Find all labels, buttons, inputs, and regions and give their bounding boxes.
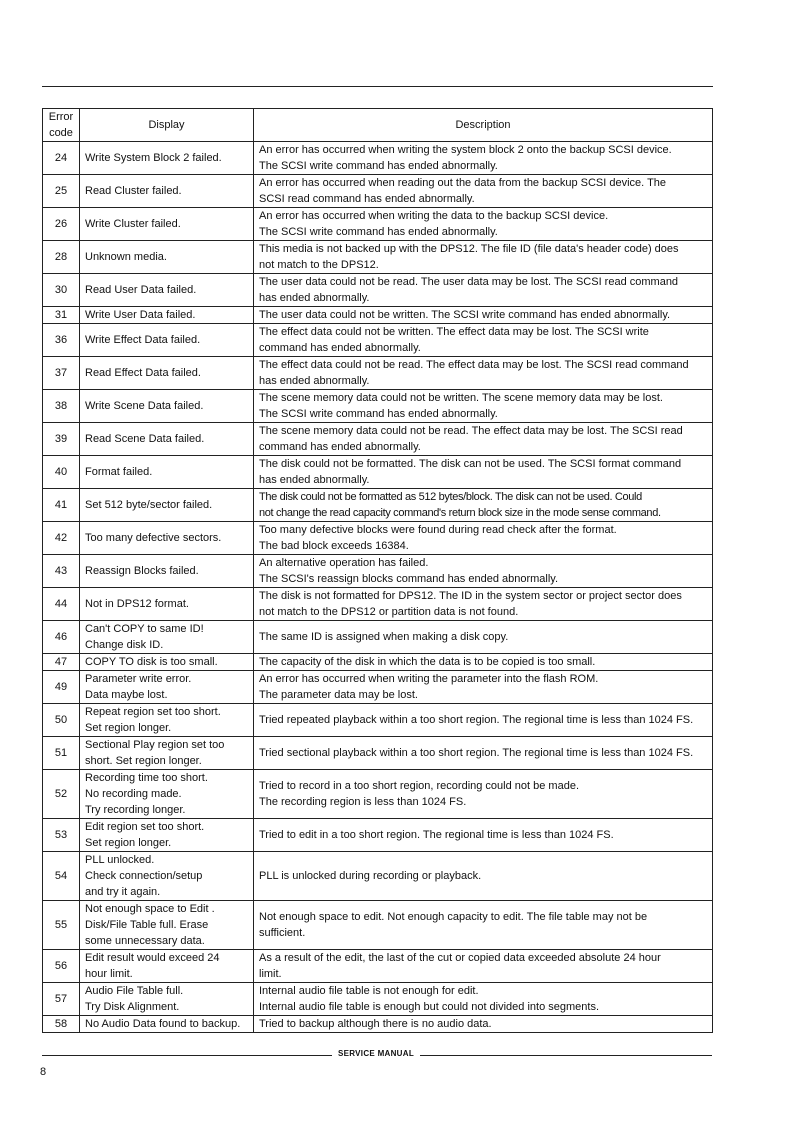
error-code-cell: 44	[43, 588, 80, 621]
display-cell: Audio File Table full. Try Disk Alignment.	[80, 983, 254, 1016]
error-code-cell: 37	[43, 357, 80, 390]
display-cell: PLL unlocked. Check connection/setup and try it again.	[80, 852, 254, 901]
display-cell: Write Cluster failed.	[80, 208, 254, 241]
display-cell: Read Effect Data failed.	[80, 357, 254, 390]
error-code-header: Error code	[43, 109, 80, 142]
table-row	[43, 357, 713, 390]
description-cell: An error has occurred when writing the data to the backup SCSI device. The SCSI write command has ended abnormally.	[254, 208, 713, 241]
description-cell: The disk could not be formatted. The disk can not be used. The SCSI format command has ended abnormally.	[254, 456, 713, 489]
display-cell: Repeat region set too short. Set region longer.	[80, 704, 254, 737]
description-cell: An error has occurred when writing the system block 2 onto the backup SCSI device. The SCSI write command has ended abnormally.	[254, 142, 713, 175]
description-cell: This media is not backed up with the DPS12. The file ID (file data's header code) does not match to the DPS12.	[254, 241, 713, 274]
error-code-cell: 39	[43, 423, 80, 456]
error-code-cell: 53	[43, 819, 80, 852]
table-row	[43, 950, 713, 983]
description-cell: An alternative operation has failed. The SCSI's reassign blocks command has ended abnormally.	[254, 555, 713, 588]
display-cell: Not in DPS12 format.	[80, 588, 254, 621]
error-code-cell: 47	[43, 654, 80, 671]
table-header-row	[43, 109, 713, 142]
table-row	[43, 737, 713, 770]
error-code-cell: 58	[43, 1016, 80, 1033]
table-row	[43, 654, 713, 671]
description-cell: The user data could not be written. The SCSI write command has ended abnormally.	[254, 307, 713, 324]
description-cell: Not enough space to edit. Not enough capacity to edit. The file table may not be sufficient.	[254, 901, 713, 950]
table-row	[43, 522, 713, 555]
display-cell: Write User Data failed.	[80, 307, 254, 324]
table-row	[43, 555, 713, 588]
description-cell: An error has occurred when reading out the data from the backup SCSI device. The SCSI read command has ended abnormally.	[254, 175, 713, 208]
description-cell: Too many defective blocks were found during read check after the format. The bad block exceeds 16384.	[254, 522, 713, 555]
error-code-cell: 55	[43, 901, 80, 950]
table-row	[43, 852, 713, 901]
display-cell: Read Cluster failed.	[80, 175, 254, 208]
table-row	[43, 621, 713, 654]
description-cell: As a result of the edit, the last of the cut or copied data exceeded absolute 24 hour limit.	[254, 950, 713, 983]
error-code-cell: 31	[43, 307, 80, 324]
table-row	[43, 175, 713, 208]
description-header: Description	[254, 109, 713, 142]
table-row	[43, 901, 713, 950]
description-cell: The same ID is assigned when making a disk copy.	[254, 621, 713, 654]
error-code-cell: 54	[43, 852, 80, 901]
table-row	[43, 819, 713, 852]
error-code-cell: 30	[43, 274, 80, 307]
description-cell: The user data could not be read. The user data may be lost. The SCSI read command has ended abnormally.	[254, 274, 713, 307]
description-cell: Tried sectional playback within a too short region. The regional time is less than 1024 FS.	[254, 737, 713, 770]
error-code-cell: 28	[43, 241, 80, 274]
description-cell: Tried to backup although there is no audio data.	[254, 1016, 713, 1033]
table-row	[43, 241, 713, 274]
error-code-cell: 42	[43, 522, 80, 555]
display-cell: Sectional Play region set too short. Set region longer.	[80, 737, 254, 770]
description-cell: PLL is unlocked during recording or playback.	[254, 852, 713, 901]
display-cell: Too many defective sectors.	[80, 522, 254, 555]
error-code-cell: 57	[43, 983, 80, 1016]
display-cell: Write Scene Data failed.	[80, 390, 254, 423]
error-code-cell: 24	[43, 142, 80, 175]
display-cell: Recording time too short. No recording made. Try recording longer.	[80, 770, 254, 819]
table-row	[43, 274, 713, 307]
display-cell: Set 512 byte/sector failed.	[80, 489, 254, 522]
table-row	[43, 456, 713, 489]
display-cell: Read User Data failed.	[80, 274, 254, 307]
footer-label: SERVICE MANUAL	[337, 1049, 415, 1058]
footer-rule-right	[420, 1055, 712, 1056]
description-cell: The capacity of the disk in which the data is to be copied is too small.	[254, 654, 713, 671]
table-row	[43, 307, 713, 324]
table-row	[43, 390, 713, 423]
description-cell: Tried to record in a too short region, recording could not be made. The recording region is less than 1024 FS.	[254, 770, 713, 819]
table-row	[43, 142, 713, 175]
description-cell: The effect data could not be read. The effect data may be lost. The SCSI read command has ended abnormally.	[254, 357, 713, 390]
display-cell: Can't COPY to same ID! Change disk ID.	[80, 621, 254, 654]
description-cell: Internal audio file table is not enough for edit. Internal audio file table is enough but could not divided into segments.	[254, 983, 713, 1016]
error-code-cell: 49	[43, 671, 80, 704]
display-cell: Write Effect Data failed.	[80, 324, 254, 357]
error-code-cell: 50	[43, 704, 80, 737]
display-cell: Not enough space to Edit . Disk/File Table full. Erase some unnecessary data.	[80, 901, 254, 950]
error-code-cell: 25	[43, 175, 80, 208]
error-code-cell: 51	[43, 737, 80, 770]
display-cell: COPY TO disk is too small.	[80, 654, 254, 671]
error-code-cell: 38	[43, 390, 80, 423]
display-header: Display	[80, 109, 254, 142]
display-cell: Edit region set too short. Set region longer.	[80, 819, 254, 852]
description-cell: Tried to edit in a too short region. The regional time is less than 1024 FS.	[254, 819, 713, 852]
table-row	[43, 489, 713, 522]
error-code-cell: 46	[43, 621, 80, 654]
table-row	[43, 671, 713, 704]
table-row	[43, 983, 713, 1016]
table-row	[43, 423, 713, 456]
error-code-cell: 36	[43, 324, 80, 357]
description-cell: The disk could not be formatted as 512 bytes/block. The disk can not be used. Could not change the read capacity command's return block size in the mode sense command.	[254, 489, 713, 522]
error-code-cell: 52	[43, 770, 80, 819]
description-cell: An error has occurred when writing the parameter into the flash ROM. The parameter data may be lost.	[254, 671, 713, 704]
error-code-cell: 40	[43, 456, 80, 489]
description-cell: The effect data could not be written. The effect data may be lost. The SCSI write command has ended abnormally.	[254, 324, 713, 357]
error-code-cell: 43	[43, 555, 80, 588]
top-rule	[42, 86, 713, 87]
table-row	[43, 1016, 713, 1033]
display-cell: Unknown media.	[80, 241, 254, 274]
error-code-cell: 26	[43, 208, 80, 241]
display-cell: Edit result would exceed 24 hour limit.	[80, 950, 254, 983]
error-code-table	[42, 108, 713, 1033]
description-cell: The scene memory data could not be written. The scene memory data may be lost. The SCSI write command has ended abnormally.	[254, 390, 713, 423]
table-row	[43, 704, 713, 737]
table-row	[43, 588, 713, 621]
page-number: 8	[40, 1066, 47, 1078]
error-code-cell: 56	[43, 950, 80, 983]
description-cell: The disk is not formatted for DPS12. The ID in the system sector or project sector does not match to the DPS12 or partition data is not found.	[254, 588, 713, 621]
display-cell: No Audio Data found to backup.	[80, 1016, 254, 1033]
display-cell: Reassign Blocks failed.	[80, 555, 254, 588]
display-cell: Read Scene Data failed.	[80, 423, 254, 456]
footer-rule-left	[42, 1055, 332, 1056]
description-cell: The scene memory data could not be read. The effect data may be lost. The SCSI read command has ended abnormally.	[254, 423, 713, 456]
description-cell: Tried repeated playback within a too short region. The regional time is less than 1024 FS.	[254, 704, 713, 737]
display-cell: Parameter write error. Data maybe lost.	[80, 671, 254, 704]
table-row	[43, 208, 713, 241]
error-code-cell: 41	[43, 489, 80, 522]
display-cell: Write System Block 2 failed.	[80, 142, 254, 175]
table-row	[43, 770, 713, 819]
display-cell: Format failed.	[80, 456, 254, 489]
table-row	[43, 324, 713, 357]
